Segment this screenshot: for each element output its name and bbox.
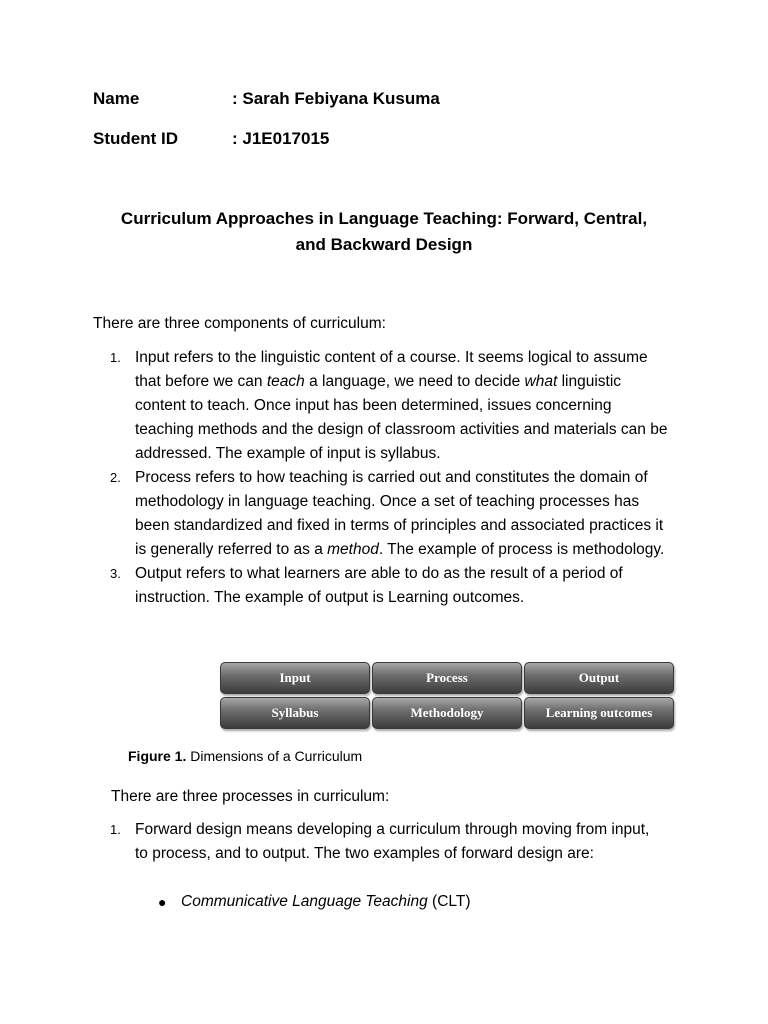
bullet-italic-text: Communicative Language Teaching <box>181 893 428 910</box>
component-process-text: Process refers to how teaching is carried out and constitutes the domain of methodology in language teaching. Once a set of teaching processes has been standardized and fixed in terms of principles and associated practices it is generally referred to as a method. The example of process is methodology. <box>135 469 665 558</box>
list-number: 2. <box>110 470 121 485</box>
processes-intro: There are three processes in curriculum: <box>111 788 390 805</box>
figure-box-learning-outcomes: Learning outcomes <box>524 697 674 729</box>
title-line-1: Curriculum Approaches in Language Teaching: Forward, Central, <box>120 209 648 228</box>
list-item <box>110 818 655 866</box>
figure-box-output: Output <box>524 662 674 694</box>
title-line-2: and Backward Design <box>295 235 473 254</box>
component-output-text: Output refers to what learners are able to do as the result of a period of instruction. The example of output is Learning outcomes. <box>135 565 623 606</box>
figure-box-syllabus: Syllabus <box>220 697 370 729</box>
list-number: 1. <box>110 822 121 837</box>
bullet-plain-text: (CLT) <box>427 893 471 910</box>
figure-caption <box>128 748 362 764</box>
bullet-icon: ● <box>158 894 167 910</box>
list-item <box>110 562 670 610</box>
list-number: 1. <box>110 350 121 365</box>
processes-list <box>110 818 655 866</box>
figure-box-methodology: Methodology <box>372 697 522 729</box>
component-input-text: Input refers to the linguistic content of a course. It seems logical to assume that before we can teach a language, we need to decide what linguistic content to teach. Once input has been determined, issues concerning teaching methods and the design of classroom activities and materials can be addressed. The example of input is syllabus. <box>135 349 668 462</box>
bullet-item <box>158 890 471 914</box>
components-list <box>110 346 670 610</box>
figure-box-process: Process <box>372 662 522 694</box>
figure-box-input: Input <box>220 662 370 694</box>
list-item <box>110 346 670 466</box>
document-title <box>80 206 688 258</box>
figure-caption-text: Dimensions of a Curriculum <box>190 748 363 764</box>
student-id-label: Student ID <box>93 129 178 148</box>
figure-caption-label: Figure 1. <box>128 748 187 764</box>
list-number: 3. <box>110 566 121 581</box>
name-value: : Sarah Febiyana Kusuma <box>232 89 440 108</box>
name-label: Name <box>93 89 140 108</box>
student-id-value: : J1E017015 <box>232 129 330 148</box>
list-item <box>110 466 670 562</box>
components-intro: There are three components of curriculum: <box>93 315 386 332</box>
forward-design-text: Forward design means developing a curriculum through moving from input, to process, and to output. The two examples of forward design are: <box>135 821 650 862</box>
